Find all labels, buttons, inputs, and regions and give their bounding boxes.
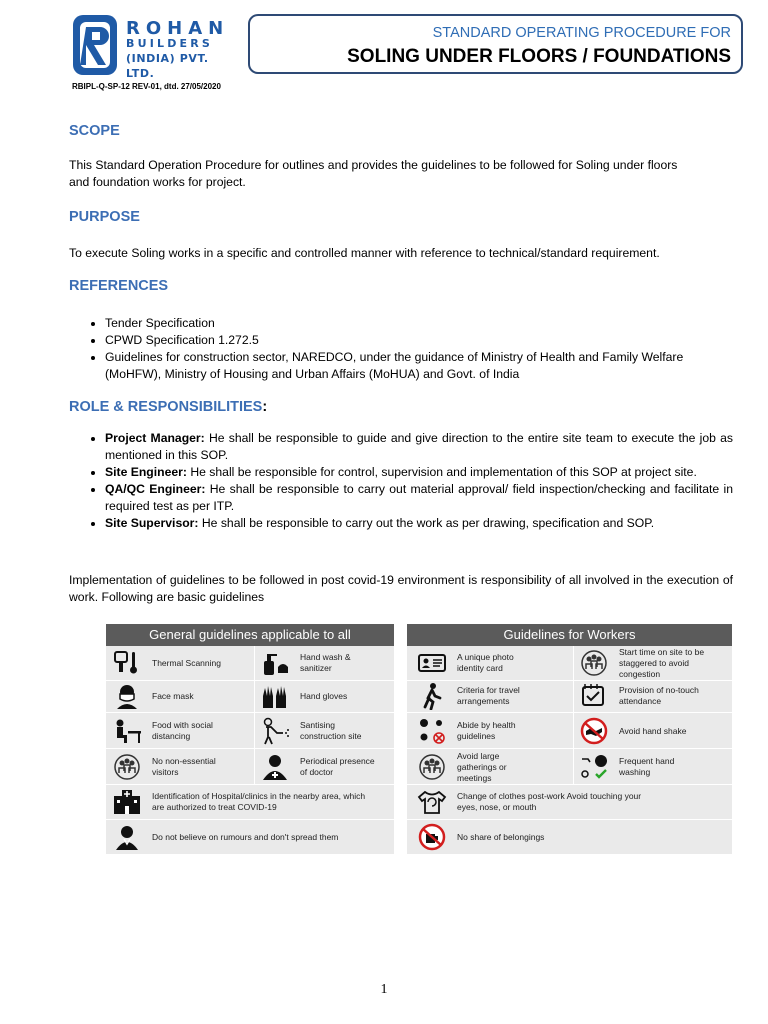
guideline-label: Change of clothes post-work Avoid touching your eyes, nose, or mouth [457, 791, 642, 812]
scope-text: This Standard Operation Procedure for outlines and provides the guidelines to be followed for Soling under floors and foundation works for project. [69, 158, 678, 189]
references-list [69, 315, 733, 383]
guideline-label: Avoid hand shake [619, 725, 687, 736]
guideline-label: No non-essential visitors [152, 756, 216, 777]
role-title: QA/QC Engineer: [105, 482, 206, 496]
role-title: Project Manager: [105, 431, 205, 445]
guideline-rumours [110, 821, 392, 853]
guideline-label: Provision of no-touch attendance [619, 685, 699, 706]
title-line-1: STANDARD OPERATING PROCEDURE FOR [432, 25, 731, 41]
worker-no-touch-attendance [577, 682, 730, 710]
sanitizer-icon [258, 648, 292, 678]
role-item [105, 464, 733, 481]
guideline-label: Do not believe on rumours and don't spread them [152, 831, 339, 842]
logo-text [126, 18, 240, 81]
logo-line-2: BUILDERS [126, 37, 214, 50]
thermometer-icon [110, 648, 144, 678]
roles-heading-colon: : [262, 399, 268, 415]
crowd-icon [577, 648, 611, 678]
role-text: He shall be responsible to carry out the work as per drawing, specification and SOP. [198, 516, 655, 530]
walking-icon [415, 681, 449, 711]
roles-heading [69, 399, 267, 415]
guideline-doctor [258, 751, 392, 783]
reference-item: • CPWD Specification 1.272.5 [105, 332, 733, 349]
guideline-label: Abide by health guidelines [457, 720, 516, 741]
role-item [105, 430, 733, 464]
guideline-label: Face mask [152, 690, 194, 701]
workers-guidelines-panel [407, 624, 732, 854]
covid-intro: Implementation of guidelines to be followed in post covid-19 environment is responsibility of all involved in the execution of work. Following are basic guidelines [69, 573, 733, 604]
hospital-icon [110, 787, 144, 817]
health-guidelines-icon [415, 716, 449, 746]
guideline-label: No share of belongings [457, 831, 545, 842]
reference-item: • Guidelines for construction sector, NAREDCO, under the guidance of Ministry of Health and Family Welfare (MoHFW), Ministry of Housing and Urban Affairs (MoHUA) and Govt. of India [105, 349, 733, 383]
title-line-2: SOLING UNDER FLOORS / FOUNDATIONS [347, 46, 731, 67]
document-reference: RBIPL-Q-SP-12 REV-01, dtd. 27/05/2020 [72, 82, 221, 91]
guideline-label: Start time on site to be staggered to avoid congestion [619, 646, 705, 679]
attendance-icon [577, 681, 611, 711]
worker-change-clothes [415, 786, 730, 818]
role-text: He shall be responsible to carry out material approval/ field inspection/checking and facilitate in required test as per ITP. [105, 482, 733, 513]
reference-item: • Tender Specification [105, 315, 733, 332]
guideline-label: Hand wash & sanitizer [300, 652, 351, 673]
worker-no-sharing [415, 821, 730, 853]
purpose-text: To execute Soling works in a specific and controlled manner with reference to technical/standard requirement. [69, 246, 660, 260]
role-item [105, 515, 733, 532]
purpose-heading: PURPOSE [69, 209, 140, 225]
guideline-label: Criteria for travel arrangements [457, 685, 520, 706]
worker-hand-washing [577, 751, 730, 783]
guideline-hand-gloves [258, 682, 392, 710]
worker-avoid-handshake [577, 715, 730, 747]
general-panel-title: General guidelines applicable to all [106, 624, 394, 646]
face-mask-icon [110, 681, 144, 711]
guideline-no-visitors [110, 751, 250, 783]
references-heading: REFERENCES [69, 278, 169, 294]
guideline-sanitising-site [258, 715, 392, 747]
no-sharing-icon [415, 822, 449, 852]
guideline-hospital [110, 786, 392, 818]
hand-wash-icon [577, 752, 611, 782]
id-card-icon [415, 648, 449, 678]
title-box [248, 14, 743, 74]
no-gathering-icon [415, 752, 449, 782]
guideline-hand-wash [258, 648, 392, 678]
guideline-label: Avoid large gatherings or meetings [457, 750, 507, 783]
guideline-label: Santising construction site [300, 720, 362, 741]
worker-health-guidelines [415, 715, 571, 747]
guideline-label: Thermal Scanning [152, 657, 221, 668]
no-visitors-icon [110, 752, 144, 782]
guideline-food-distancing [110, 715, 250, 747]
gloves-icon [258, 681, 292, 711]
doctor-icon [258, 752, 292, 782]
clothes-icon [415, 787, 449, 817]
guideline-label: Frequent hand washing [619, 756, 675, 777]
worker-id-card [415, 648, 571, 678]
roles-list [69, 430, 733, 532]
guideline-label: A unique photo identity card [457, 652, 514, 673]
guideline-label: Identification of Hospital/clinics in the nearby area, which are authorized to treat COVID-19 [152, 791, 366, 812]
role-text: He shall be responsible for control, supervision and implementation of this SOP at project site. [186, 465, 697, 479]
worker-staggered-start [577, 648, 730, 678]
role-item [105, 481, 733, 515]
general-guidelines-panel [106, 624, 394, 854]
worker-avoid-gatherings [415, 751, 571, 783]
guideline-label: Food with social distancing [152, 720, 213, 741]
role-title: Site Supervisor: [105, 516, 199, 530]
rumour-icon [110, 822, 144, 852]
no-handshake-icon [577, 716, 611, 746]
logo-line-3: (INDIA) PVT. LTD. [126, 52, 209, 80]
spray-icon [258, 716, 292, 746]
guideline-thermal-scanning [110, 648, 250, 678]
company-logo [70, 13, 240, 79]
guideline-label: Periodical presence of doctor [300, 756, 375, 777]
workers-panel-title: Guidelines for Workers [407, 624, 732, 646]
role-title: Site Engineer: [105, 465, 187, 479]
guideline-label: Hand gloves [300, 690, 348, 701]
roles-heading-text: ROLE & RESPONSIBILITIES [69, 399, 263, 415]
scope-heading: SCOPE [69, 123, 120, 139]
page-number: 1 [380, 982, 388, 997]
role-text: He shall be responsible to guide and give direction to the entire site team to execute the job as mentioned in this SOP. [105, 431, 733, 462]
guideline-face-mask [110, 682, 250, 710]
worker-travel [415, 682, 571, 710]
food-distancing-icon [110, 716, 144, 746]
logo-line-1: ROHAN [126, 18, 230, 39]
rohan-logo-mark-icon [70, 13, 120, 77]
